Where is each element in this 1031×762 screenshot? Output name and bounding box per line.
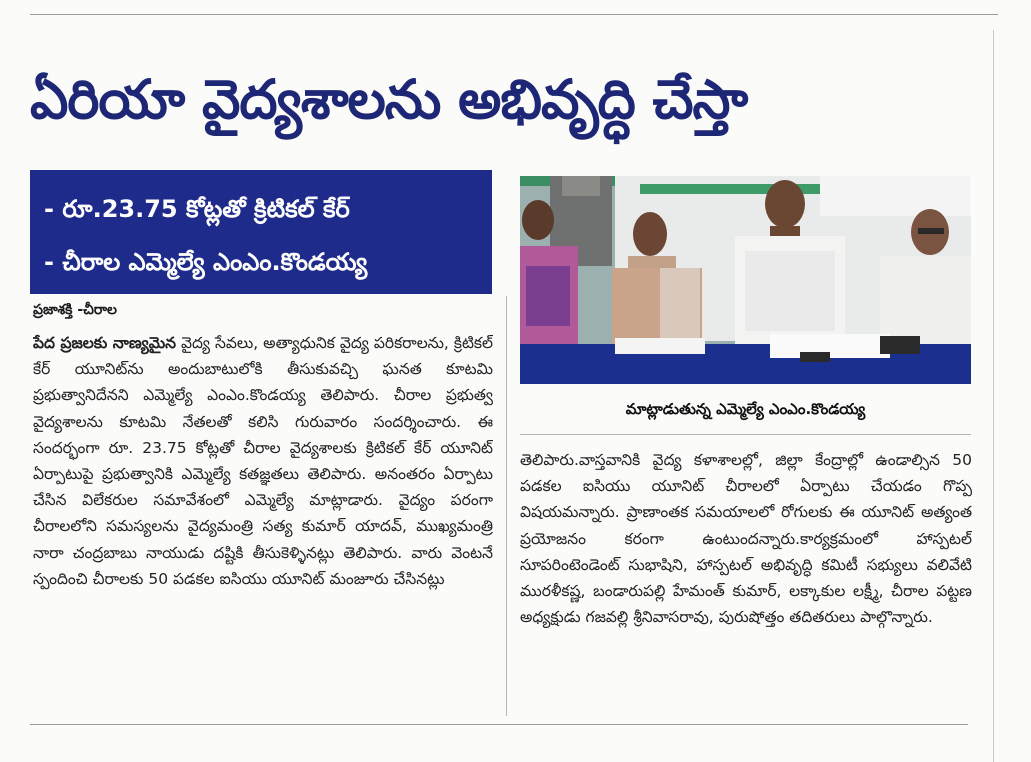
news-photo — [520, 176, 971, 384]
body-column-left — [33, 330, 493, 718]
caption-rule — [520, 434, 971, 435]
subheading-1: - రూ.23.75 కోట్లతో క్రిటికల్ కేర్ — [44, 195, 350, 223]
body-column-right — [520, 447, 972, 707]
column-divider — [506, 296, 507, 716]
photo-caption: మాట్లాడుతున్న ఎమ్మెల్యే ఎంఎం.కొండయ్య — [625, 400, 866, 418]
headline: ఏరియా వైద్యశాలను అభివృద్ధి చేస్తా — [30, 68, 748, 131]
right-column-text: తెలిపారు.వాస్తవానికి వైద్య కళాశాలల్లో, జిల్లా కేంద్రాల్లో ఉండాల్సిన 50 పడకల ఐసియు యూనిట్ చీరాలలో ఏర్పాటు చేయడం గొప్ప విషయమన్నారు. ప్రాణాంతక సమయాలలో రోగులకు ఈ యూనిట్ అత్యంత ప్రయోజనం కరంగా ఉంటుందన్నారు.కార్యక్రమంలో హాస్పటల్ సూపరింటెండెంట్ సుభాషిని, హాస్పటల్ అభివృద్ధి కమిటీ సభ్యులు వలివేటి మురళీకష్ణ, బండారుపల్లి హేమంత్ కుమార్, లక్కాకుల లక్ష్మీ, చీరాల పట్టణ అధ్యక్షుడు గజవల్లి శ్రీనివాసరావు, పురుషోత్తం తదితరులు పాల్గొన్నారు. — [520, 451, 972, 627]
left-column-text: వైద్య సేవలు, అత్యాధునిక వైద్య పరికరాలను, క్రిటికల్ కేర్ యూనిట్‌ను అందుబాటులోకి తీసుకువచ్చి ఘనత కూటమి ప్రభుత్వానిదేనని ఎమ్మెల్యే ఎంఎం.కొండయ్య తెలిపారు. చీరాల ప్రభుత్వ వైద్యశాలను కూటమి నేతలతో కలిసి గురువారం సందర్శించారు. ఈ సందర్భంగా రూ. 23.75 కోట్లతో చీరాల వైద్యశాలకు క్రిటికల్ కేర్ యూనిట్ ఏర్పాటుపై ప్రభుత్వానికి ఎమ్మెల్యే కతజ్ఞతలు తెలిపారు. అనంతరం ఏర్పాటు చేసిన విలేకరుల సమావేశంలో ఎమ్మెల్యే మాట్లాడారు. వైద్యం పరంగా చీరాలలోని సమస్యలను వైద్యమంత్రి సత్య కుమార్ యాదవ్, ముఖ్యమంత్రి నారా చంద్రబాబు నాయుడు దష్టికి తీసుకెళ్ళినట్లు తెలిపారు. వారు వెంటనే స్పందించి చీరాలకు 50 పడకల ఐసియు యూనిట్ మంజూరు చేసినట్లు — [33, 334, 493, 588]
subheading-2: - చీరాల ఎమ్మెల్యే ఎంఎం.కొండయ్య — [44, 248, 368, 276]
lead-in-bold: పేద ప్రజలకు నాణ్యమైన — [33, 334, 177, 352]
right-margin-rule — [993, 30, 994, 762]
body-paragraph-left — [33, 330, 493, 592]
photo-illustration — [520, 176, 971, 384]
dateline: ప్రజాశక్తి -చీరాల — [33, 302, 117, 318]
bottom-rule — [30, 724, 968, 725]
subheading-box — [30, 170, 492, 294]
top-rule — [30, 14, 998, 15]
